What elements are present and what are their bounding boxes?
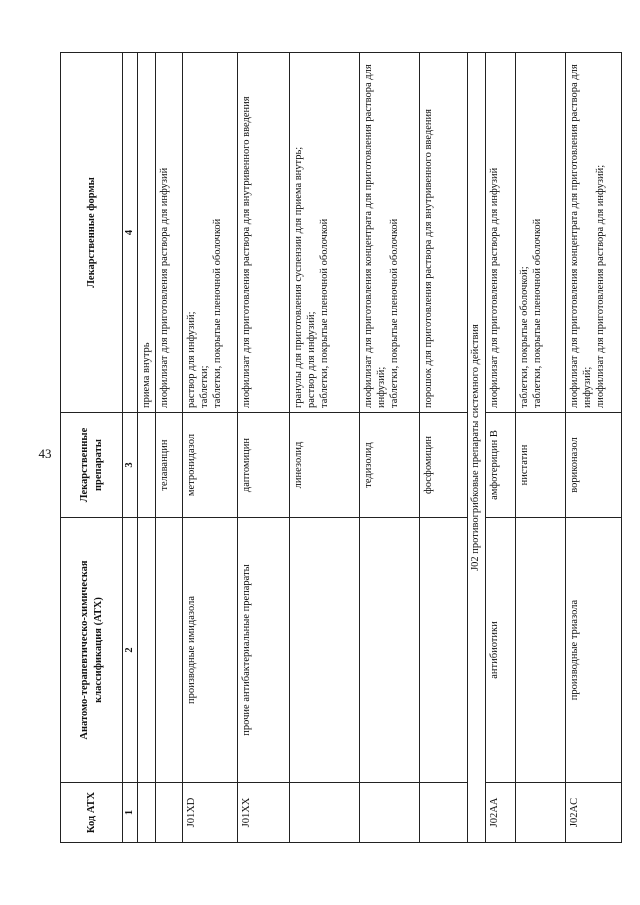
drug-cell: метронидазол (183, 413, 238, 518)
forms-cell (420, 53, 468, 413)
table-row (138, 53, 156, 843)
forms-cell (360, 53, 420, 413)
forms-cell (138, 53, 156, 413)
drug-cell: фосфомицин (420, 413, 468, 518)
table-row (516, 53, 566, 843)
header-atc: Анатомо-терапевтическо-химическая классификация (АТХ) (61, 518, 123, 783)
code-cell: J01XX (238, 783, 290, 843)
form-line: лиофилизат для приготовления раствора для внутривенного введения (241, 96, 253, 408)
form-line: лиофилизат для приготовления раствора для инфузий (159, 167, 171, 408)
forms-cell (290, 53, 360, 413)
atc-cell (138, 518, 156, 783)
forms-cell (516, 53, 566, 413)
column-number: 3 (123, 413, 138, 518)
table-row (420, 53, 468, 843)
header-code: Код АТХ (61, 783, 123, 843)
rotated-table-sheet (60, 53, 607, 843)
atc-cell (420, 518, 468, 783)
drug-cell: амфотерицин В (486, 413, 516, 518)
atc-cell: прочие антибактериальные препараты (238, 518, 290, 783)
code-cell (360, 783, 420, 843)
table-body-j01 (138, 53, 468, 843)
code-cell (516, 783, 566, 843)
table-row (238, 53, 290, 843)
form-line: лиофилизат для приготовления концентрата для приготовления раствора для инфузий; (569, 64, 594, 408)
group-row (468, 53, 486, 843)
drug-cell (138, 413, 156, 518)
form-line: таблетки, покрытые пленочной оболочкой (212, 218, 224, 408)
header-drugs: Лекарственные препараты (61, 413, 123, 518)
form-line: таблетки, покрытые пленочной оболочкой (319, 218, 331, 408)
forms-cell (183, 53, 238, 413)
code-cell (156, 783, 183, 843)
column-number: 4 (123, 53, 138, 413)
code-cell: J01XD (183, 783, 238, 843)
form-line: приема внутрь (141, 342, 152, 408)
column-number: 2 (123, 518, 138, 783)
table-row (290, 53, 360, 843)
drug-cell: даптомицин (238, 413, 290, 518)
atc-cell (516, 518, 566, 783)
table-row (183, 53, 238, 843)
column-number-row (123, 53, 138, 843)
form-line: раствор для инфузий; (306, 311, 318, 408)
code-cell (290, 783, 360, 843)
drug-cell: линезолид (290, 413, 360, 518)
code-cell: J02AA (486, 783, 516, 843)
code-cell (138, 783, 156, 843)
table-row (156, 53, 183, 843)
form-line: порошок для приготовления раствора для внутривенного введения (423, 109, 435, 408)
form-line: лиофилизат для приготовления раствора для инфузий; (595, 164, 607, 408)
forms-cell (486, 53, 516, 413)
table-body-j02 (486, 53, 622, 843)
atc-cell: антибиотики (486, 518, 516, 783)
forms-cell (566, 53, 622, 413)
code-cell: J02AC (566, 783, 622, 843)
drug-cell: вориконазол (566, 413, 622, 518)
form-line: лиофилизат для приготовления концентрата для приготовления раствора для инфузий; (363, 64, 388, 408)
table-row (566, 53, 622, 843)
forms-cell (156, 53, 183, 413)
page-number: 43 (38, 446, 52, 461)
group-row-label: J02 противогрибковые препараты системного действия (468, 53, 486, 843)
atc-cell: производные имидазола (183, 518, 238, 783)
form-line: таблетки, покрытые пленочной оболочкой (389, 218, 401, 408)
table-row (486, 53, 516, 843)
form-line: таблетки, покрытые пленочной оболочкой (532, 218, 544, 408)
drug-table (60, 52, 622, 843)
code-cell (420, 783, 468, 843)
atc-cell (290, 518, 360, 783)
forms-cell (238, 53, 290, 413)
form-line: гранулы для приготовления суспензии для приема внутрь; (293, 146, 305, 408)
atc-cell (360, 518, 420, 783)
header-row (61, 53, 123, 843)
drug-cell: нистатин (516, 413, 566, 518)
form-line: лиофилизат для приготовления раствора для инфузий (489, 167, 501, 408)
form-line: таблетки, покрытые оболочкой; (519, 266, 531, 408)
atc-cell: производные триазола (566, 518, 622, 783)
form-line: таблетки; (199, 365, 211, 408)
drug-cell: тедизолид (360, 413, 420, 518)
form-line: раствор для инфузий; (186, 311, 198, 408)
header-forms: Лекарственные формы (61, 53, 123, 413)
table-row (360, 53, 420, 843)
atc-cell (156, 518, 183, 783)
column-number: 1 (123, 783, 138, 843)
drug-cell: телаванцин (156, 413, 183, 518)
